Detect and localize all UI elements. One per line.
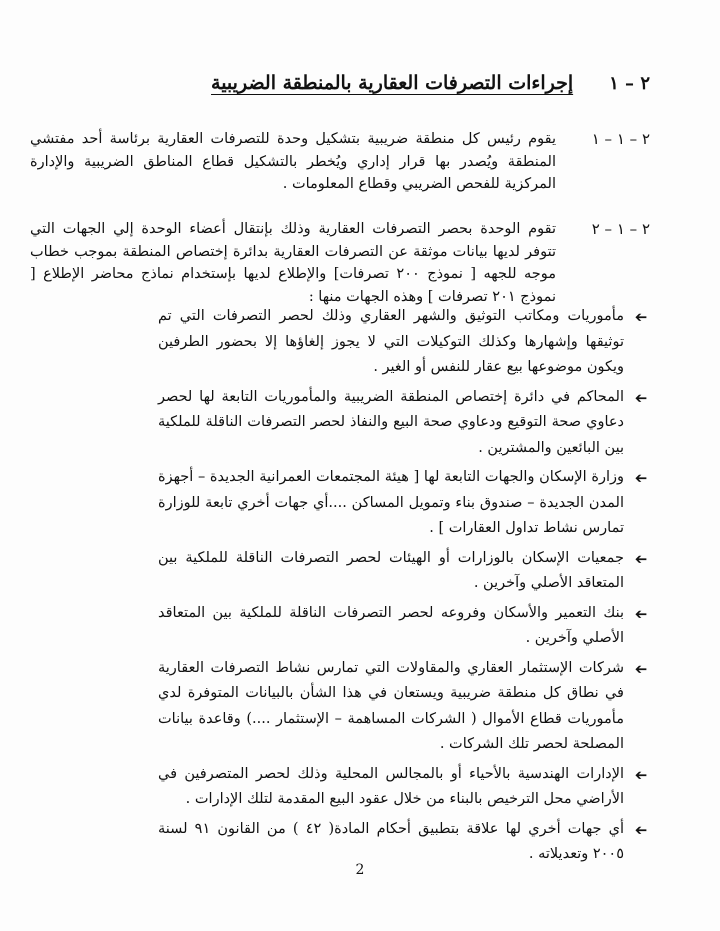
section-title: إجراءات التصرفات العقارية بالمنطقة الضريبية	[211, 72, 574, 94]
list-item-text: الإدارات الهندسية بالأحياء أو بالمجالس المحلية وذلك لحصر المتصرفين في الأراضي محل الترخيص بالبناء من خلال عقود البيع المقدمة لتلك الإدارات .	[158, 765, 624, 807]
arrow-bullet-icon: ➔	[634, 549, 648, 568]
paragraph-number: ٢ – ١ – ١	[591, 130, 650, 148]
list-item	[158, 304, 650, 381]
arrow-bullet-icon: ➔	[634, 604, 648, 623]
section-heading	[90, 72, 650, 94]
list-item	[158, 601, 650, 652]
list-item	[158, 465, 650, 542]
list-item-text: أي جهات أخري لها علاقة بتطبيق أحكام المادة( ٤٢ ) من القانون ٩١ لسنة ٢٠٠٥ وتعديلاته .	[158, 820, 625, 862]
arrow-bullet-icon: ➔	[634, 469, 648, 487]
section-number: ٢ – ١	[609, 72, 650, 94]
paragraph-number: ٢ – ١ – ٢	[591, 220, 650, 238]
paragraph-2-1-1	[30, 128, 650, 196]
list-item-text: جمعيات الإسكان بالوزارات أو الهيئات لحصر التصرفات الناقلة للملكية بين المتعاقد الأصلي وآخرين .	[158, 549, 624, 591]
list-item-text: وزارة الإسكان والجهات التابعة لها [ هيئة المجتمعات العمرانية الجديدة – أجهزة المدن الجديدة – صندوق بناء وتمويل المساكن ....أي جهات أخري تابعة للوزارة تمارس نشاط تداول العقارات ] .	[158, 469, 624, 536]
list-item-text: المحاكم في دائرة إختصاص المنطقة الضريبية والمأموريات التابعة لها لحصر دعاوي صحة التوقيع ودعاوي صحة البيع والنفاذ لحصر التصرفات الناقلة للملكية بين البائعين والمشترين .	[158, 388, 624, 456]
entities-list	[158, 304, 650, 872]
paragraph-text: يقوم رئيس كل منطقة ضريبية بتشكيل وحدة للتصرفات العقارية برئاسة أحد مفتشي المنطقة ويُصدر بها قرار إداري ويُخطر بالتشكيل قطاع المناطق الضريبية والإدارة المركزية للفحص الضريبي وقطاع المعلومات .	[30, 131, 556, 192]
arrow-bullet-icon: ➔	[634, 308, 648, 326]
list-item-text: مأموريات ومكاتب التوثيق والشهر العقاري وذلك لحصر التصرفات التي تم توثيقها وإشهارها وكذلك التوكيلات التي لا يجوز إلغاؤها إلا بحضور الطرفين ويكون موضوعها بيع عقار للنفس أو الغير .	[158, 308, 624, 375]
page-number: 2	[355, 862, 365, 878]
list-item	[158, 546, 650, 597]
arrow-bullet-icon: ➔	[634, 659, 648, 678]
paragraph-text: تقوم الوحدة بحصر التصرفات العقارية وذلك بإنتقال أعضاء الوحدة إلي الجهات التي تتوفر لديها بيانات موثقة عن التصرفات العقارية بدائرة إختصاص المنطقة بموجب خطاب موجه للجهه [ نموذج ٢٠٠ تصرفات] والإطلاع لديها بإستخدام نماذج محاضر الإطلاع [ نموذج ٢٠١ تصرفات ] وهذه الجهات منها :	[30, 221, 556, 305]
arrow-bullet-icon: ➔	[634, 820, 648, 839]
arrow-bullet-icon: ➔	[634, 765, 648, 784]
list-item	[158, 385, 650, 462]
list-item	[158, 656, 650, 758]
paragraph-2-1-2	[30, 218, 650, 308]
list-item-text: شركات الإستثمار العقاري والمقاولات التي تمارس نشاط التصرفات العقارية في نطاق كل منطقة ضريبية ويستعان في هذا الشأن بالبيانات المتوفرة لدي مأموريات قطاع الأموال ( الشركات المساهمة – الإستثمار ....) وقاعدة بيانات المصلحة لحصر تلك الشركات .	[158, 659, 624, 752]
list-item	[158, 817, 650, 868]
list-item	[158, 762, 650, 813]
list-item-text: بنك التعمير والأسكان وفروعه لحصر التصرفات الناقلة للملكية بين المتعاقد الأصلي وآخرين .	[158, 604, 624, 646]
arrow-bullet-icon: ➔	[634, 388, 648, 407]
